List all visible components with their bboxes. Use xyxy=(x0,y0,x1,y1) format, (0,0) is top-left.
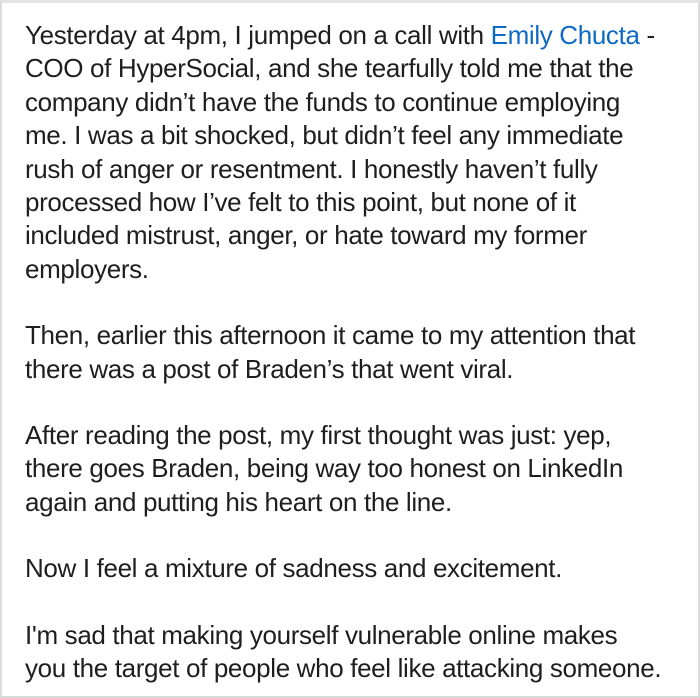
post-paragraph xyxy=(25,19,675,286)
text-line xyxy=(25,353,675,386)
text-line xyxy=(25,552,675,585)
text-line xyxy=(25,119,675,152)
text-segment: employers. xyxy=(25,253,149,284)
text-segment: Now I feel a mixture of sadness and excitement. xyxy=(25,553,563,584)
post-paragraph xyxy=(25,419,675,519)
text-segment: again and putting his heart on the line. xyxy=(25,486,452,517)
post-paragraph xyxy=(25,552,675,585)
text-segment: there goes Braden, being way too honest on LinkedIn xyxy=(25,453,623,484)
text-segment: Yesterday at 4pm, I jumped on a call with xyxy=(25,20,491,50)
text-line xyxy=(25,219,675,252)
text-line xyxy=(25,319,675,352)
text-segment: rush of anger or resentment. I honestly haven’t fully xyxy=(25,153,598,184)
text-segment: After reading the post, my first thought was just: yep, xyxy=(25,420,612,451)
text-line xyxy=(25,186,675,219)
post-text xyxy=(25,19,675,686)
text-segment: - xyxy=(639,20,655,50)
text-segment: included mistrust, anger, or hate toward my former xyxy=(25,220,587,251)
link-emily-chucta[interactable]: Emily Chucta xyxy=(490,20,640,50)
text-segment: Then, earlier this afternoon it came to my attention that xyxy=(25,320,636,351)
text-line xyxy=(25,419,675,452)
text-line xyxy=(25,86,675,119)
text-segment: processed how I’ve felt to this point, but none of it xyxy=(25,187,576,218)
text-segment: COO of HyperSocial, and she tearfully told me that the xyxy=(25,53,634,84)
text-segment: I'm sad that making yourself vulnerable online makes xyxy=(25,619,618,650)
text-segment: you the target of people who feel like attacking someone. xyxy=(25,653,662,684)
text-line xyxy=(25,253,675,286)
text-segment: there was a post of Braden’s that went viral. xyxy=(25,353,514,384)
text-segment: company didn’t have the funds to continue employing xyxy=(25,86,620,117)
text-line xyxy=(25,452,675,485)
text-line xyxy=(25,153,675,186)
text-line xyxy=(25,486,675,519)
text-segment: me. I was a bit shocked, but didn’t feel any immediate xyxy=(25,120,624,151)
post-paragraph xyxy=(25,319,675,386)
post-paragraph xyxy=(25,619,675,686)
text-line xyxy=(25,19,675,52)
text-line xyxy=(25,619,675,652)
text-line xyxy=(25,52,675,85)
text-line xyxy=(25,652,675,685)
